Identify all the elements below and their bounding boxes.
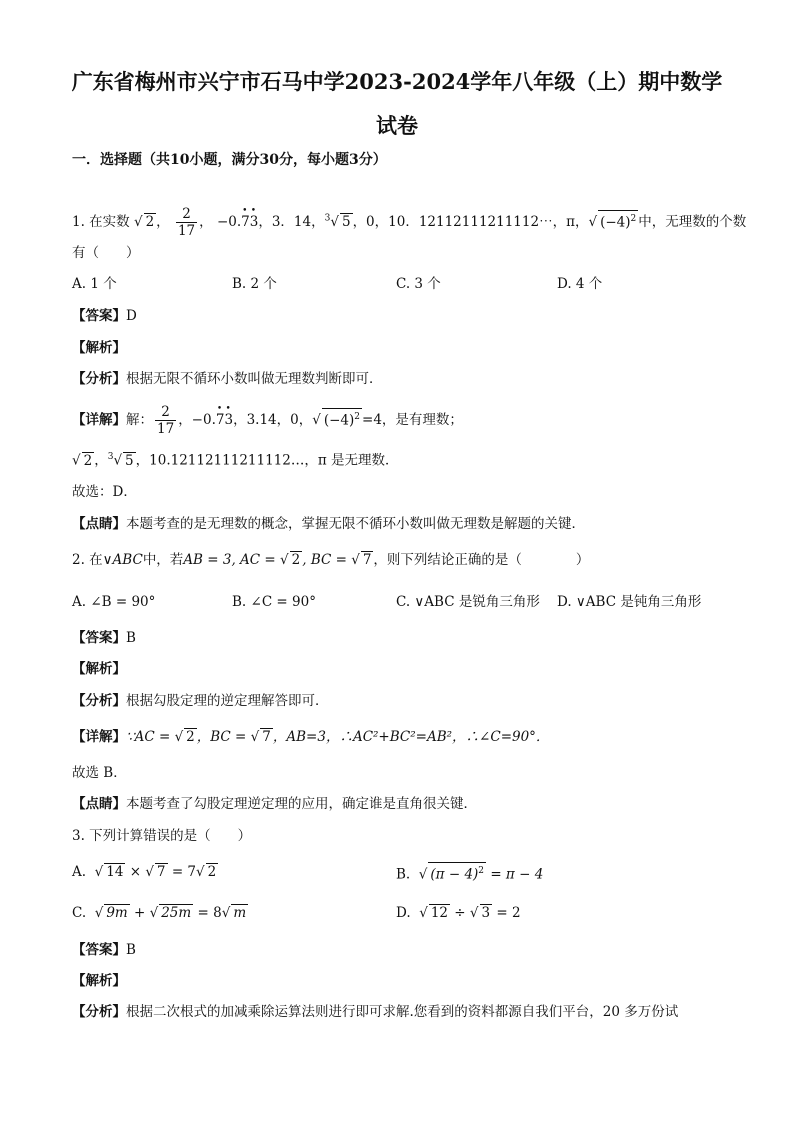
q3-stem: 3. 下列计算错误的是（ ）	[72, 828, 252, 844]
q1-xiangjie: 【详解】解： $\frac{2}{17}$ ，−0.• 7• 3，3.14，0，√ $(-4)^2 =4$，是有理数；	[72, 404, 463, 437]
q1-guxuan: 故选：D．	[72, 484, 137, 500]
q1-repeating-decimal: −0.• 7• 3	[217, 214, 258, 230]
q1-option-d: D. 4 个	[557, 276, 603, 292]
q2-guxuan: 故选 B．	[72, 765, 127, 781]
q1-dianjing: 【点睛】本题考查的是无理数的概念，掌握无限不循环小数叫做无理数是解题的关键．	[72, 516, 585, 532]
q1-stem-line2: 有（ ）	[72, 245, 140, 261]
q2-option-d: D. ∨ABC 是钝角三角形	[557, 594, 702, 610]
q3-option-a: A. √ 14 × √ 7 = 7√ 2	[72, 864, 217, 880]
q1-sqrt2: √ 2	[133, 214, 155, 230]
q3-jiexi: 【解析】	[72, 973, 126, 989]
q1-stem: 1. 在实数 √ 2 ， $\frac{2}{17}$ ， −0.• 7• 3，3．14，$^3$√ 5 ，0，10．12112111211112⋯，π，√ $(-4)^2$ 中，无理数的个数	[72, 206, 746, 239]
q1-option-c: C. 3 个	[396, 276, 441, 292]
q1-cbrt: 5	[341, 214, 351, 230]
q1-sqrt-square: $(-4)^2$	[598, 210, 638, 231]
q2-answer: 【答案】B	[72, 630, 136, 646]
q1-jiexi: 【解析】	[72, 340, 126, 356]
q1-answer: 【答案】D	[72, 308, 137, 324]
q1-option-b: B. 2 个	[232, 276, 277, 292]
section-heading: 一．选择题（共10小题，满分30分，每小题3分）	[72, 152, 387, 168]
q1-xiangjie-line2: √ 2 ，$^3$√ 5 ，10.12112111211112…，π 是无理数．	[72, 452, 399, 469]
q3-option-d: D. √ 12 ÷ √ 3 = 2	[396, 905, 521, 921]
q1-prefix: 1. 在实数	[72, 214, 130, 230]
q3-answer: 【答案】B	[72, 942, 136, 958]
q2-option-b: B. ∠C = 90°	[232, 594, 316, 610]
q1-option-a: A. 1 个	[72, 276, 117, 292]
q3-option-c: C. √ 9m + √ 25m = 8√ m	[72, 905, 247, 921]
q2-xiangjie: 【详解】∵AC = √ 2 ，BC = √ 7 ，AB=3，∴AC²+BC²=AB²，∴∠C=90°．	[72, 729, 550, 745]
q2-dianjing: 【点睛】本题考查了勾股定理逆定理的应用，确定谁是直角很关键．	[72, 796, 477, 812]
q1-fenxi: 【分析】根据无限不循环小数叫做无理数判断即可．	[72, 371, 383, 387]
document-title-line2: 试卷	[376, 113, 418, 138]
q2-stem: 2. 在∨ABC中，若AB = 3, AC = √ 2 , BC = √ 7 ，则下列结论正确的是（ ）	[72, 552, 590, 568]
q2-jiexi: 【解析】	[72, 661, 126, 677]
q1-end: 中，无理数的个数	[638, 214, 747, 230]
q2-option-c: C. ∨ABC 是锐角三角形	[396, 594, 540, 610]
q1-tail: ，0，10．12112111211112⋯，π，	[352, 214, 589, 230]
q1-fraction: $\frac{2}{17}$	[177, 206, 196, 239]
q3-fenxi: 【分析】根据二次根式的加减乘除运算法则进行即可求解.您看到的资料都源自我们平台，20 多万份试	[72, 1004, 679, 1020]
q2-fenxi: 【分析】根据勾股定理的逆定理解答即可．	[72, 693, 329, 709]
q2-option-a: A. ∠B = 90°	[72, 594, 156, 610]
document-title: 广东省梅州市兴宁市石马中学2023-2024学年八年级（上）期中数学	[71, 69, 723, 94]
q3-option-b: B. √ $(\pi - 4)^2 = \pi - 4$	[396, 862, 543, 885]
